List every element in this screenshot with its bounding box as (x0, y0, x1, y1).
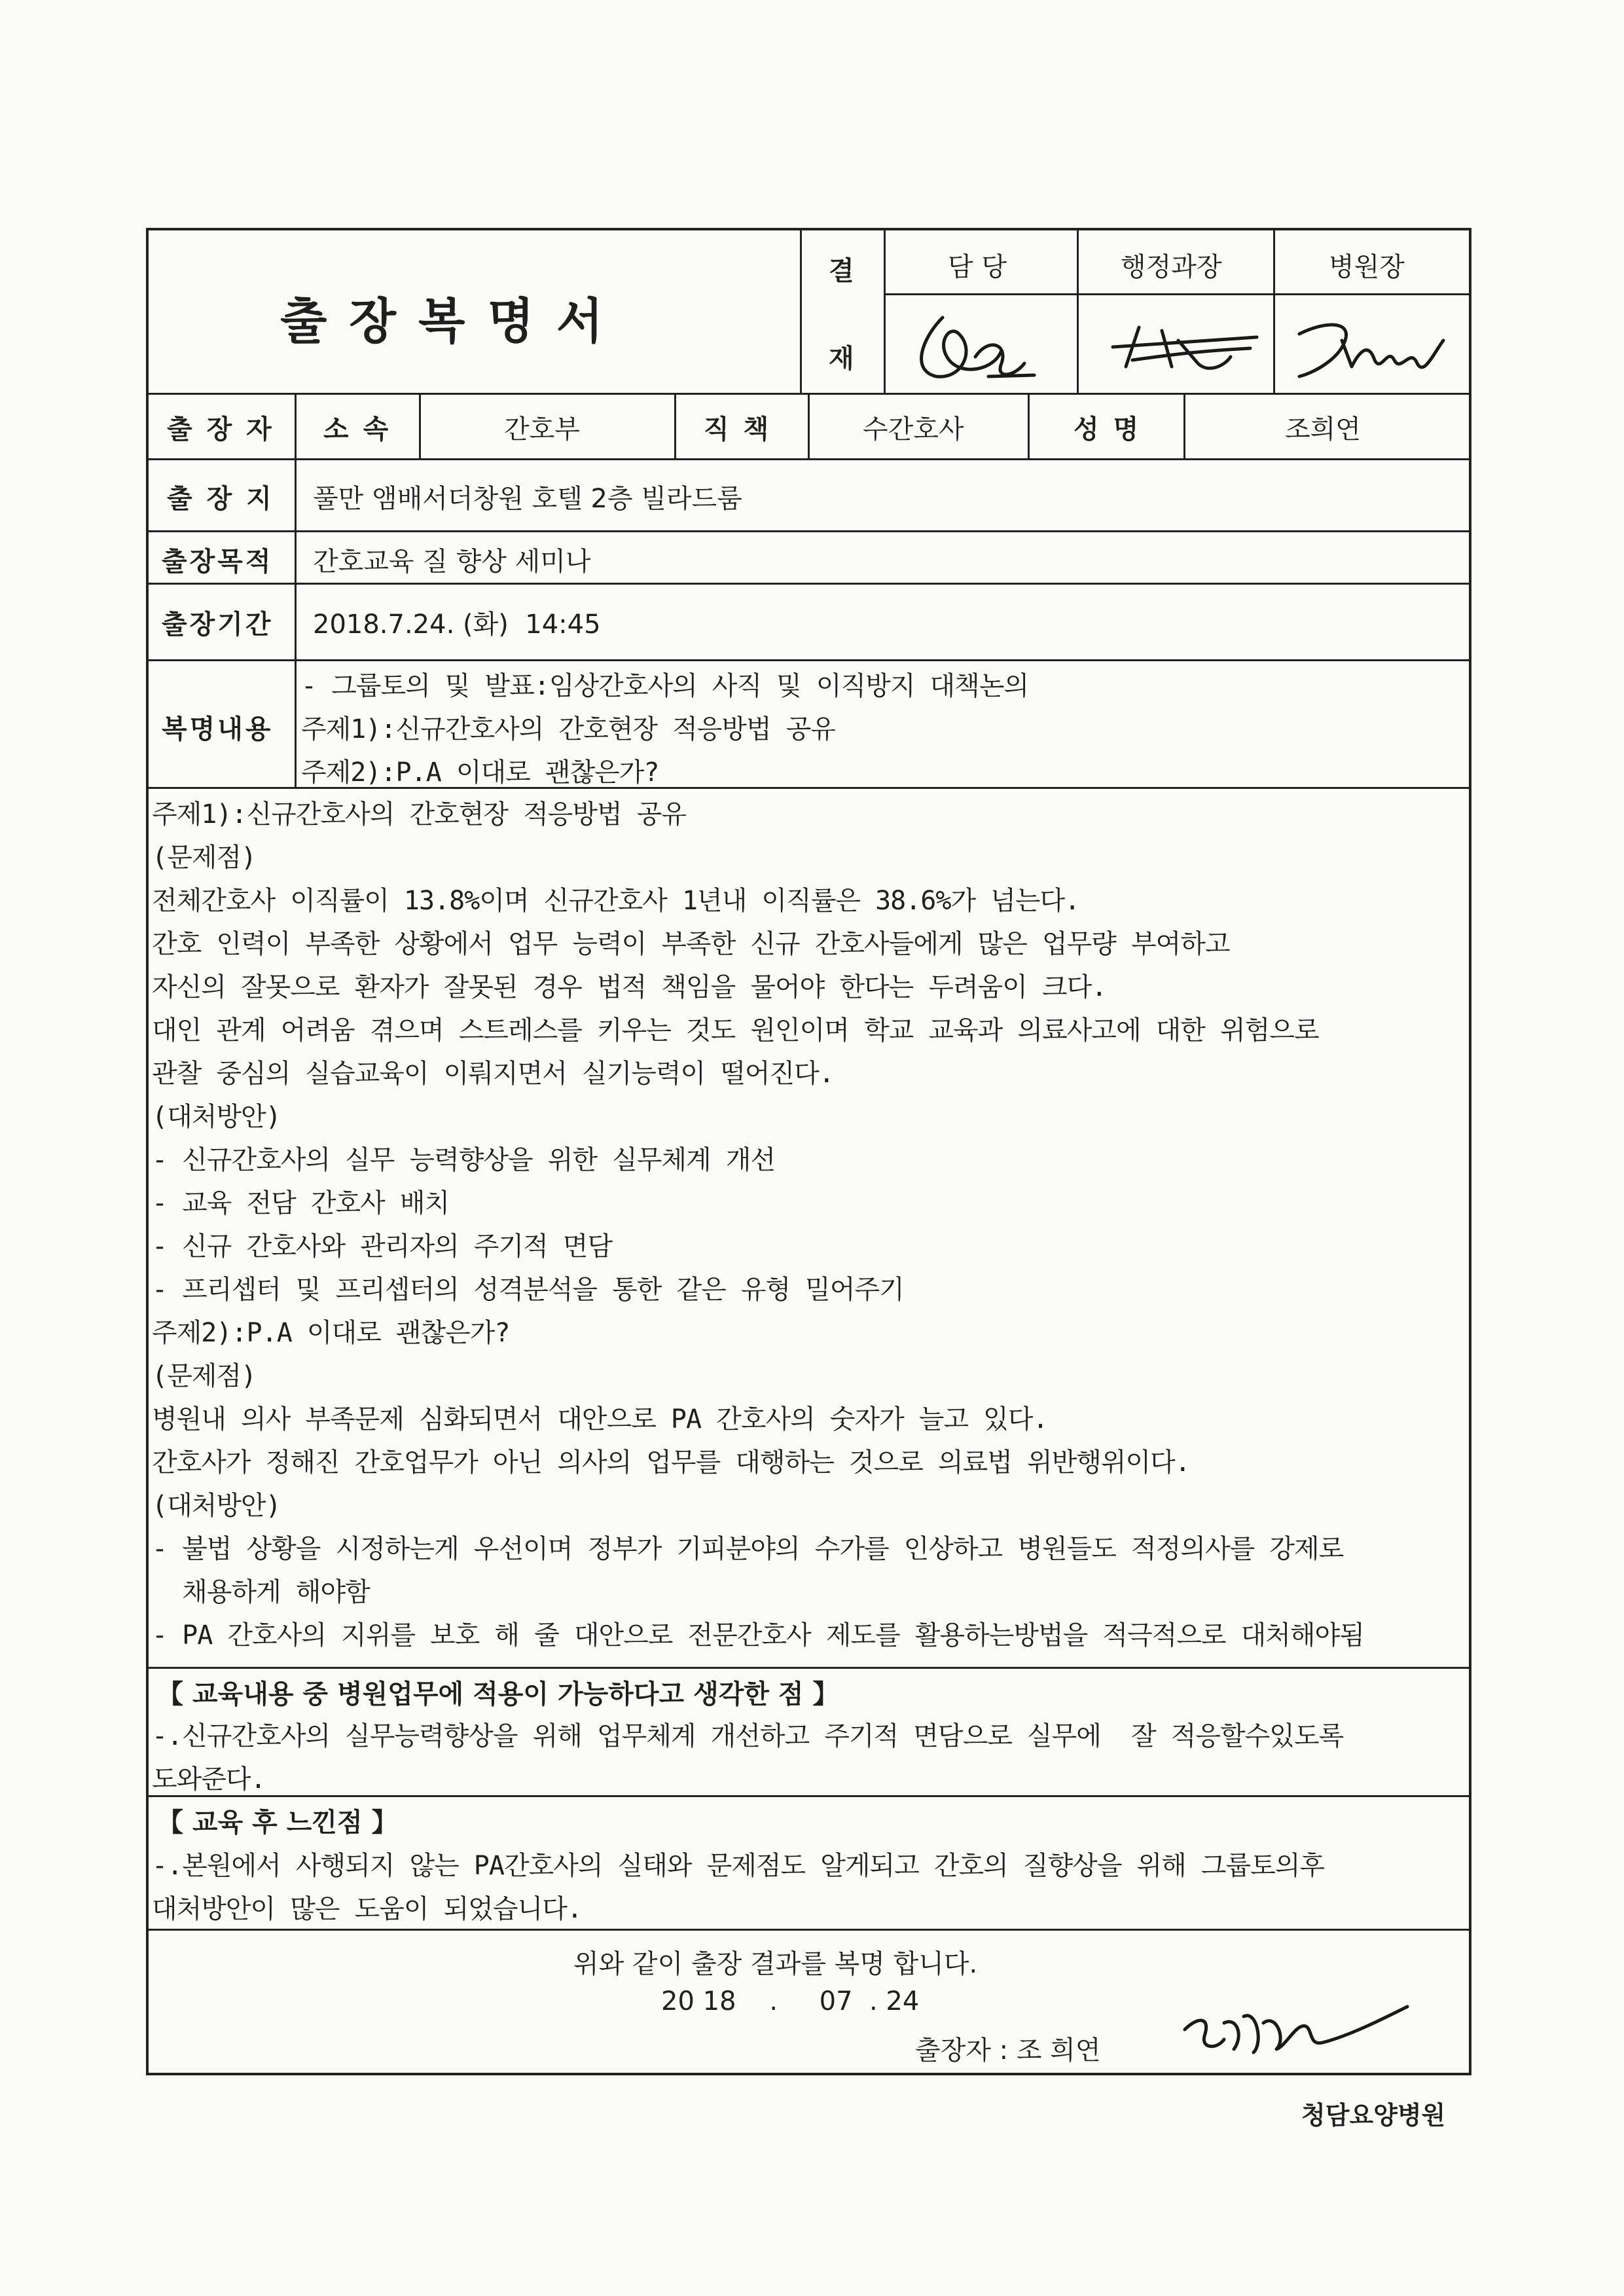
divider (1183, 393, 1185, 460)
director-signature (1280, 301, 1463, 386)
admin-chief-signature (1100, 301, 1270, 386)
traveler-signature (1172, 1977, 1420, 2069)
body-line: 자신의 잘못으로 환자가 잘못된 경우 법적 책임을 물어야 한다는 두려움이 크다. (152, 972, 1107, 1002)
place-value: 풀만 앰배서더창원 호텔 2층 빌라드룸 (313, 484, 742, 514)
content-label: 복명내용 (162, 714, 274, 744)
approval-label-bottom: 재 (829, 344, 857, 374)
divider (146, 583, 1471, 585)
page-title: 출장복명서 (280, 293, 626, 350)
name-value: 조희연 (1285, 414, 1361, 445)
position-value: 수간호사 (863, 414, 964, 445)
apply-section-title: 【 교육내용 중 병원업무에 적용이 가능하다고 생각한 점 】 (157, 1679, 839, 1709)
body-line: 병원내 의사 부족문제 심화되면서 대안으로 PA 간호사의 숫자가 늘고 있다. (152, 1404, 1048, 1434)
footer-signer: 출장자 : 조 희연 (915, 2035, 1101, 2066)
body-line: - 신규간호사의 실무 능력향상을 위한 실무체계 개선 (152, 1145, 776, 1175)
body-line: (대처방안) (152, 1102, 281, 1132)
department-label: 소 속 (323, 414, 391, 445)
divider (884, 293, 1471, 295)
divider (146, 1929, 1471, 1931)
content-line: - 그룹토의 및 발표:임상간호사의 사직 및 이직방지 대책논의 (301, 671, 1029, 701)
divider (884, 228, 886, 395)
approver-director: 병원장 (1329, 252, 1405, 282)
body-line: (대처방안) (152, 1491, 281, 1521)
divider (146, 659, 1471, 661)
body-line: - 교육 전담 간호사 배치 (152, 1188, 450, 1218)
body-line: 주제1):신규간호사의 간호현장 적응방법 공유 (152, 799, 687, 829)
footer-date: 20 18 . 07 . 24 (661, 1986, 920, 2016)
body-line: - 프리셉터 및 프리셉터의 성격분석을 통한 같은 유형 밀어주기 (152, 1275, 904, 1305)
name-label: 성 명 (1074, 414, 1142, 445)
place-label: 출 장 지 (167, 484, 274, 514)
content-line: 주제2):P.A 이대로 괜찮은가? (301, 757, 659, 788)
body-line: 전체간호사 이직률이 13.8%이며 신규간호사 1년내 이직률은 38.6%가 넘는다. (152, 886, 1080, 916)
approver-staff: 담 당 (948, 252, 1007, 282)
body-line: - 신규 간호사와 관리자의 주기적 면담 (152, 1231, 613, 1262)
divider (674, 393, 676, 460)
department-value: 간호부 (504, 414, 580, 445)
divider (1077, 228, 1079, 395)
divider (146, 458, 1471, 460)
feeling-line: 대처방안이 많은 도움이 되었습니다. (152, 1894, 582, 1924)
body-line: 간호사가 정해진 간호업무가 아닌 의사의 업무를 대행하는 것으로 의료법 위반행위이다. (152, 1448, 1190, 1478)
divider (800, 228, 802, 395)
approval-label-top: 결 (829, 256, 857, 286)
position-label: 직 책 (704, 414, 772, 445)
divider (1028, 393, 1030, 460)
approver-admin-chief: 행정과장 (1121, 252, 1222, 282)
body-line: - PA 간호사의 지위를 보호 해 줄 대안으로 전문간호사 제도를 활용하는방법을 적극적으로 대처해야됨 (152, 1620, 1364, 1650)
footer-statement: 위와 같이 출장 결과를 복명 합니다. (573, 1949, 978, 1979)
apply-line: 도와준다. (152, 1764, 266, 1795)
apply-line: -.신규간호사의 실무능력향상을 위해 업무체계 개선하고 주기적 면담으로 실무에 잘 적응할수있도록 (152, 1721, 1344, 1751)
hospital-name: 청담요양병원 (1301, 2101, 1446, 2130)
period-value: 2018.7.24. (화) 14:45 (313, 610, 601, 640)
divider (146, 1667, 1471, 1669)
traveler-label: 출 장 자 (167, 414, 274, 445)
divider (146, 530, 1471, 532)
feeling-section-title: 【 교육 후 느낀점 】 (157, 1808, 398, 1838)
divider (295, 393, 297, 787)
body-line: (문제점) (152, 1361, 257, 1391)
body-line: 주제2):P.A 이대로 괜찮은가? (152, 1318, 510, 1348)
body-line: 관찰 중심의 실습교육이 이뤄지면서 실기능력이 떨어진다. (152, 1059, 834, 1089)
content-line: 주제1):신규간호사의 간호현장 적응방법 공유 (301, 714, 836, 744)
divider (808, 393, 810, 460)
period-label: 출장기간 (162, 610, 274, 640)
body-line: 채용하게 해야함 (152, 1577, 370, 1607)
divider (146, 1795, 1471, 1797)
body-line: 대인 관계 어려움 겪으며 스트레스를 키우는 것도 원인이며 학교 교육과 의료사고에 대한 위험으로 (152, 1015, 1319, 1046)
purpose-label: 출장목적 (162, 547, 274, 577)
divider (1273, 228, 1275, 395)
feeling-line: -.본원에서 사행되지 않는 PA간호사의 실태와 문제점도 알게되고 간호의 질향상을 위해 그룹토의후 (152, 1851, 1325, 1881)
staff-signature (897, 298, 1067, 390)
body-line: 간호 인력이 부족한 상황에서 업무 능력이 부족한 신규 간호사들에게 많은 업무량 부여하고 (152, 929, 1230, 959)
body-line: (문제점) (152, 843, 257, 873)
divider (419, 393, 421, 460)
purpose-value: 간호교육 질 향상 세미나 (313, 547, 591, 577)
body-line: - 불법 상황을 시정하는게 우선이며 정부가 기피분야의 수가를 인상하고 병원들도 적정의사를 강제로 (152, 1534, 1344, 1564)
